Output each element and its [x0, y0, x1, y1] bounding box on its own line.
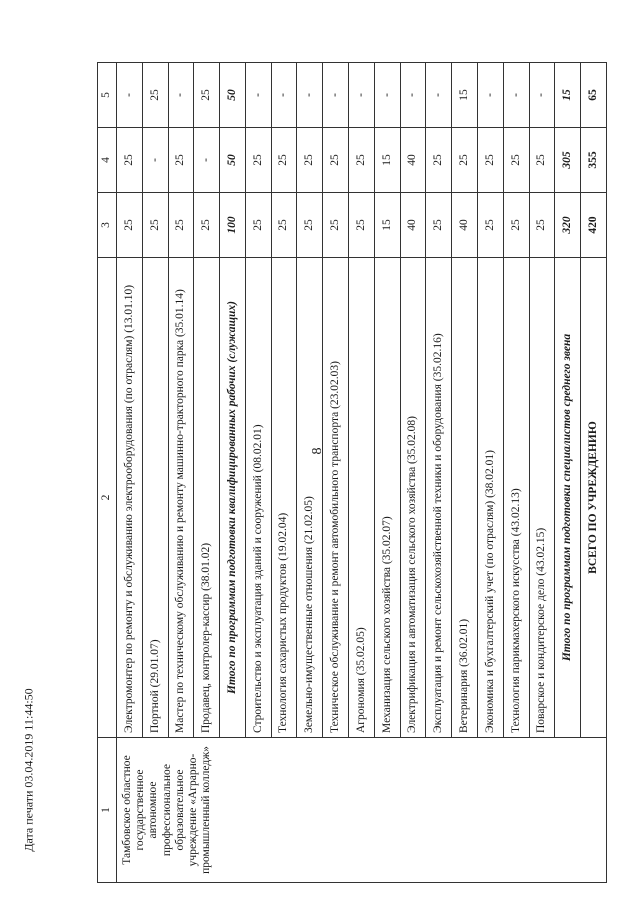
value-c3: 420	[581, 193, 607, 258]
value-c4: 50	[220, 128, 246, 193]
column-header: 2	[98, 258, 117, 738]
value-c4: -	[194, 128, 220, 193]
value-c5: -	[426, 63, 452, 128]
value-c4: -	[142, 128, 168, 193]
value-c4: 25	[529, 128, 555, 193]
print-date: Дата печати 03.04.2019 11:44:50	[21, 688, 36, 852]
program-name: Экономика и бухгалтерский учет (по отраслям) (38.02.01)	[477, 258, 503, 738]
value-c4: 25	[168, 128, 194, 193]
value-c5: 25	[194, 63, 220, 128]
program-name: Агрономия (35.02.05)	[349, 258, 375, 738]
value-c4: 15	[374, 128, 400, 193]
value-c3: 25	[477, 193, 503, 258]
value-c5: 15	[452, 63, 478, 128]
value-c3: 25	[529, 193, 555, 258]
program-name: Ветеринария (36.02.01)	[452, 258, 478, 738]
value-c3: 40	[400, 193, 426, 258]
value-c5: -	[349, 63, 375, 128]
program-name: Продавец, контролер-кассир (38.01.02)	[194, 258, 220, 738]
value-c3: 25	[503, 193, 529, 258]
value-c3: 25	[194, 193, 220, 258]
institution-name: Тамбовское областное государственное автономное профессиональное образовательное учреждение «Аграрно-промышленный колледж»	[117, 738, 607, 883]
value-c5: 25	[142, 63, 168, 128]
value-c3: 25	[349, 193, 375, 258]
value-c4: 25	[117, 128, 143, 193]
value-c4: 25	[349, 128, 375, 193]
value-c5: -	[297, 63, 323, 128]
page-number: 8	[310, 447, 325, 455]
value-c4: 25	[323, 128, 349, 193]
value-c4: 25	[477, 128, 503, 193]
value-c3: 25	[323, 193, 349, 258]
value-c5: 50	[220, 63, 246, 128]
value-c4: 25	[503, 128, 529, 193]
value-c5: -	[503, 63, 529, 128]
value-c3: 100	[220, 193, 246, 258]
program-name: Портной (29.01.07)	[142, 258, 168, 738]
program-name: Итого по программам подготовки специалистов среднего звена	[555, 258, 581, 738]
column-header: 3	[98, 193, 117, 258]
value-c5: -	[271, 63, 297, 128]
value-c4: 25	[297, 128, 323, 193]
value-c3: 25	[426, 193, 452, 258]
header-row	[98, 63, 117, 883]
program-name: Технология сахаристых продуктов (19.02.04)	[271, 258, 297, 738]
value-c3: 25	[168, 193, 194, 258]
value-c3: 25	[297, 193, 323, 258]
value-c5: -	[529, 63, 555, 128]
value-c5: -	[400, 63, 426, 128]
column-header: 4	[98, 128, 117, 193]
value-c3: 25	[245, 193, 271, 258]
column-header: 1	[98, 738, 117, 883]
program-name: Механизация сельского хозяйства (35.02.07)	[374, 258, 400, 738]
value-c5: 65	[581, 63, 607, 128]
value-c3: 25	[117, 193, 143, 258]
program-name: Эксплуатация и ремонт сельскохозяйственной техники и оборудования (35.02.16)	[426, 258, 452, 738]
plan-table	[97, 62, 607, 883]
table-container	[97, 63, 607, 883]
column-header: 5	[98, 63, 117, 128]
value-c5: -	[323, 63, 349, 128]
program-name: Электромонтер по ремонту и обслуживанию электрооборудования (по отраслям) (13.01.10)	[117, 258, 143, 738]
program-name: Мастер по техническому обслуживанию и ремонту машинно-тракторного парка (35.01.14)	[168, 258, 194, 738]
program-name: ВСЕГО ПО УЧРЕЖДЕНИЮ	[581, 258, 607, 738]
program-name: Итого по программам подготовки квалифицированных рабочих (служащих)	[220, 258, 246, 738]
program-name: Технология парикмахерского искусства (43.02.13)	[503, 258, 529, 738]
program-name: Земельно-имущественные отношения (21.02.05)	[297, 258, 323, 738]
value-c4: 25	[271, 128, 297, 193]
value-c3: 40	[452, 193, 478, 258]
value-c5: 15	[555, 63, 581, 128]
value-c5: -	[374, 63, 400, 128]
value-c5: -	[168, 63, 194, 128]
value-c3: 25	[271, 193, 297, 258]
program-name: Поварское и кондитерское дело (43.02.15)	[529, 258, 555, 738]
value-c3: 320	[555, 193, 581, 258]
value-c5: -	[245, 63, 271, 128]
value-c4: 25	[426, 128, 452, 193]
value-c4: 355	[581, 128, 607, 193]
value-c4: 40	[400, 128, 426, 193]
value-c4: 25	[452, 128, 478, 193]
value-c3: 25	[142, 193, 168, 258]
value-c4: 305	[555, 128, 581, 193]
value-c3: 15	[374, 193, 400, 258]
program-name: Строительство и эксплуатация зданий и сооружений (08.02.01)	[245, 258, 271, 738]
value-c5: -	[477, 63, 503, 128]
value-c5: -	[117, 63, 143, 128]
program-name: Электрификация и автоматизация сельского хозяйства (35.02.08)	[400, 258, 426, 738]
table-row	[117, 63, 143, 883]
program-name: Техническое обслуживание и ремонт автомобильного транспорта (23.02.03)	[323, 258, 349, 738]
value-c4: 25	[245, 128, 271, 193]
